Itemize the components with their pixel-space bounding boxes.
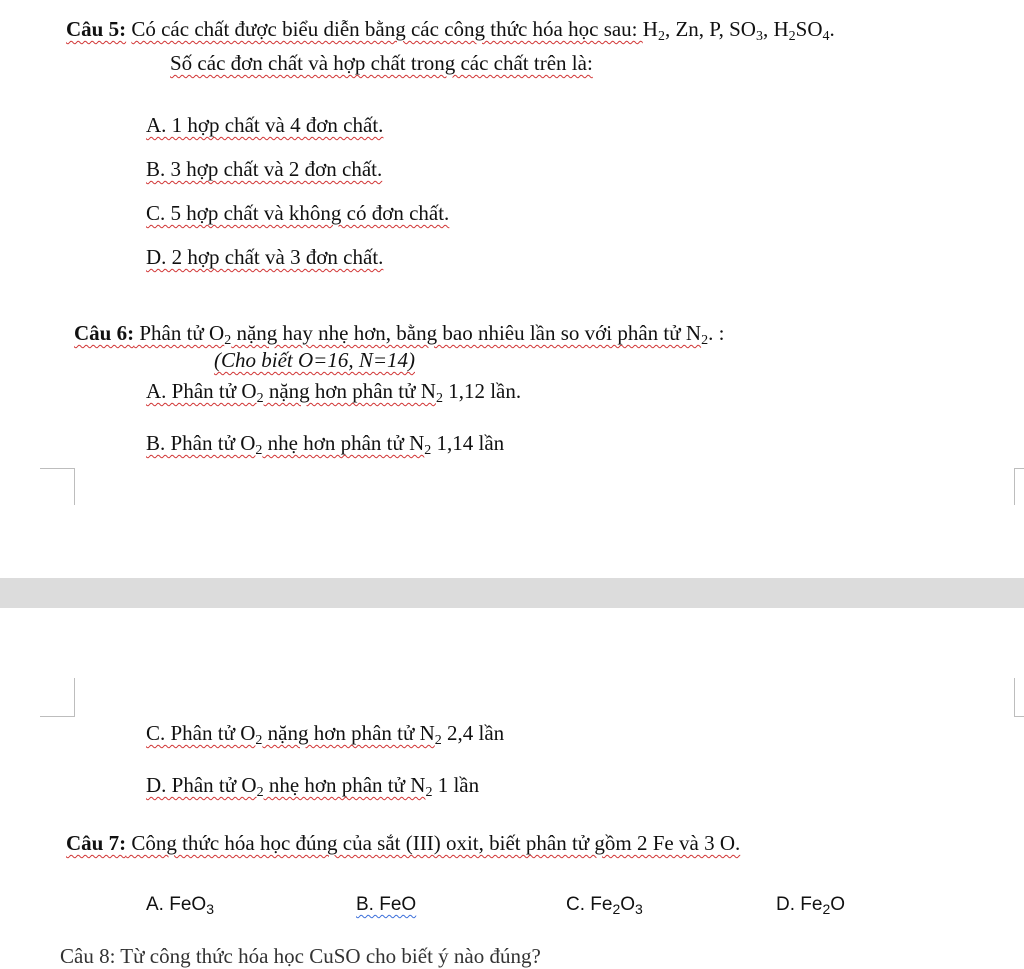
question-7-option-d: D. $Fe_2O$ xyxy=(776,894,846,917)
question-7-stem: Câu 7: Công thức hóa học đúng của sắt (III) oxit, biết phân tử gồm 2 Fe và 3 O. xyxy=(66,831,741,855)
question-5-option-d: D. 2 hợp chất và 3 đơn chất. xyxy=(146,245,384,269)
question-5-option-c: C. 5 hợp chất và không có đơn chất. xyxy=(146,201,450,225)
question-8-cutoff: Câu 8: Từ công thức hóa học CuSO cho biết ý nào đúng? xyxy=(60,944,541,968)
crop-mark-bottom-right xyxy=(1014,468,1024,505)
question-6-stem: Câu 6: Phân tử $O_2$ nặng hay nhẹ hơn, bằng bao nhiêu lần so với phân tử $N_2$. : xyxy=(74,321,725,348)
question-6-option-c: C. Phân tử $O_2$ nặng hơn phân tử $N_2$ 2,4 lần xyxy=(146,721,505,748)
question-6-hint: (Cho biết O=16, N=14) xyxy=(214,348,415,372)
question-5-option-b: B. 3 hợp chất và 2 đơn chất. xyxy=(146,157,383,181)
question-5-subline: Số các đơn chất và hợp chất trong các chất trên là: xyxy=(170,51,593,75)
question-7-option-a: A. FeO$_3$ xyxy=(146,894,214,917)
question-6-option-a: A. Phân tử $O_2$ nặng hơn phân tử $N_2$ 1,12 lần. xyxy=(146,379,522,406)
crop-mark-top-left xyxy=(40,678,75,717)
question-5-text: Có các chất được biểu diễn bằng các công thức hóa học sau: xyxy=(131,17,643,41)
document-page-2 xyxy=(0,608,1024,956)
question-5-stem xyxy=(66,16,835,42)
crop-mark-top-right xyxy=(1014,678,1024,717)
question-5-formulas: $H_2$, Zn, P, $SO_3$, $H_2SO_4$. xyxy=(642,17,835,44)
question-6-label: Câu 6: xyxy=(74,321,135,345)
question-6-option-b: B. Phân tử $O_2$ nhẹ hơn phân tử $N_2$ 1,14 lần xyxy=(146,431,505,458)
question-7-option-b: B. FeO xyxy=(356,894,417,915)
question-5-label: Câu 5: xyxy=(66,17,127,41)
question-7-option-c: C. $Fe_2O_3$ xyxy=(566,894,643,917)
page-break-gap xyxy=(0,578,1024,608)
crop-mark-bottom-left xyxy=(40,468,75,505)
question-6-option-d: D. Phân tử $O_2$ nhẹ hơn phân tử $N_2$ 1 lần xyxy=(146,773,480,800)
question-5-option-a: A. 1 hợp chất và 4 đơn chất. xyxy=(146,113,384,137)
question-7-label: Câu 7: xyxy=(66,831,127,855)
